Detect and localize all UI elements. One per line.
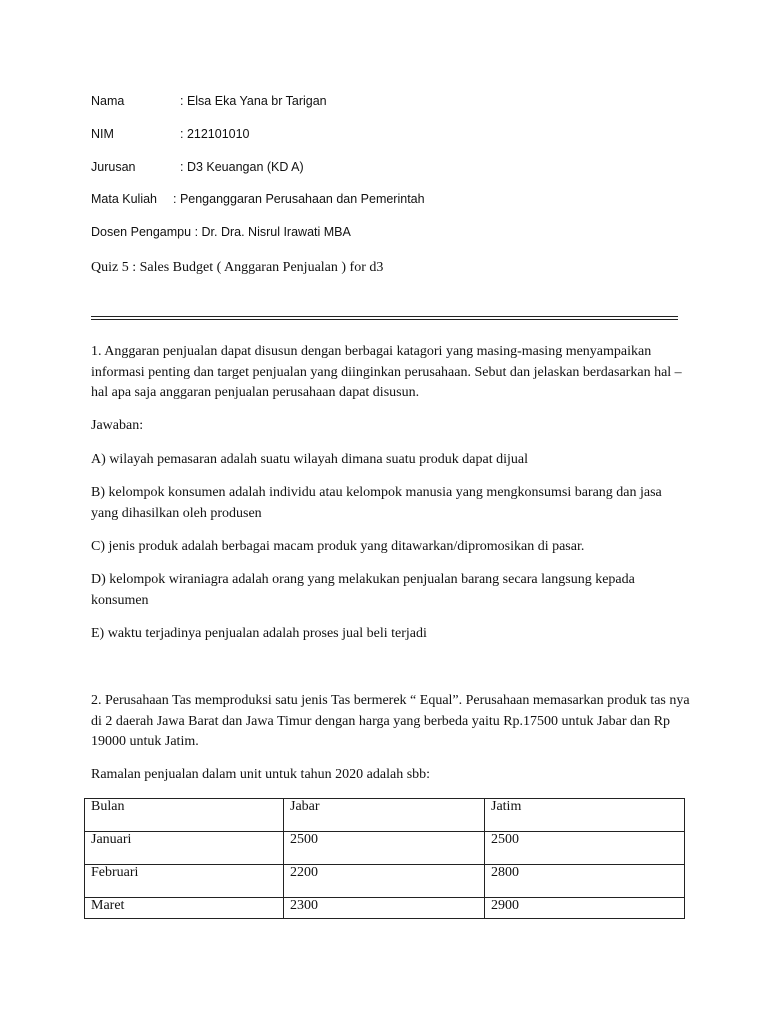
field-mata-kuliah: [91, 192, 425, 206]
field-label: Nama: [91, 94, 125, 108]
answer-label: Jawaban:: [91, 418, 144, 433]
table-cell: 2800: [485, 865, 685, 898]
table-cell: 2200: [284, 865, 485, 898]
table-cell: Maret: [85, 898, 284, 919]
table-cell: 2500: [284, 832, 485, 865]
forecast-label: Ramalan penjualan dalam unit untuk tahun 2020 adalah sbb:: [91, 767, 431, 782]
answer-a: A) wilayah pemasaran adalah suatu wilayah dimana suatu produk dapat dijual: [91, 452, 528, 467]
field-nama: [91, 94, 327, 108]
field-value: : Elsa Eka Yana br Tarigan: [180, 94, 327, 108]
answer-b: B) kelompok konsumen adalah individu atau kelompok manusia yang mengkonsumsi barang dan jasa yang dihasilkan oleh produsen: [91, 485, 662, 521]
question-2-text: 2. Perusahaan Tas memproduksi satu jenis Tas bermerek “ Equal”. Perusahaan memasarkan produk tas nya di 2 daerah Jawa Barat dan Jawa Timur dengan harga yang berbeda yaitu Rp.17500 untuk Jabar dan Rp 19000 untuk Jatim.: [91, 693, 690, 749]
divider-bottom: [91, 319, 678, 320]
answer-c: C) jenis produk adalah berbagai macam produk yang ditawarkan/dipromosikan di pasar.: [91, 539, 585, 554]
table-row: [85, 898, 685, 919]
table-cell: 2900: [485, 898, 685, 919]
question-1-text: 1. Anggaran penjualan dapat disusun dengan berbagai katagori yang masing-masing menyampaikan informasi penting dan target penjualan yang diinginkan perusahaan. Sebut dan jelaskan berdasarkan hal –hal apa saja anggaran penjualan perusahaan dapat disusun.: [91, 344, 682, 400]
table-header-cell: Bulan: [85, 799, 284, 832]
divider-top: [91, 316, 678, 317]
table-cell: 2500: [485, 832, 685, 865]
field-value: : Penganggaran Perusahaan dan Pemerintah: [173, 192, 425, 206]
table-cell: Januari: [85, 832, 284, 865]
field-value: : D3 Keuangan (KD A): [180, 160, 304, 174]
table-header-cell: Jatim: [485, 799, 685, 832]
sales-forecast-table: [84, 798, 685, 919]
field-label: Mata Kuliah: [91, 192, 158, 206]
answer-d: D) kelompok wiraniagra adalah orang yang melakukan penjualan barang secara langsung kepada konsumen: [91, 572, 635, 608]
table-cell: Februari: [85, 865, 284, 898]
table-row: [85, 865, 685, 898]
field-value: : 212101010: [180, 127, 250, 141]
field-label: Dosen Pengampu: [91, 225, 192, 239]
table-header-row: [85, 799, 685, 832]
field-jurusan: [91, 160, 304, 174]
field-nim: [91, 127, 250, 141]
field-dosen: [91, 225, 351, 239]
table-header-cell: Jabar: [284, 799, 485, 832]
quiz-title: Quiz 5 : Sales Budget ( Anggaran Penjualan ) for d3: [91, 260, 384, 275]
field-value: : Dr. Dra. Nisrul Irawati MBA: [194, 225, 351, 239]
field-label: NIM: [91, 127, 114, 141]
field-label: Jurusan: [91, 160, 136, 174]
answer-e: E) waktu terjadinya penjualan adalah proses jual beli terjadi: [91, 626, 427, 641]
table-cell: 2300: [284, 898, 485, 919]
table-row: [85, 832, 685, 865]
